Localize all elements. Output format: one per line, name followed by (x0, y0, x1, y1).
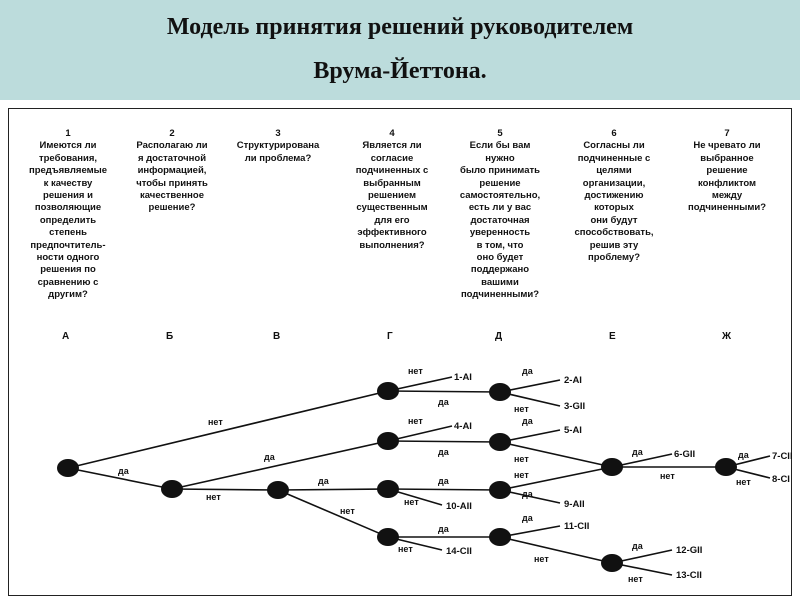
node-g4 (377, 528, 399, 546)
edge (388, 391, 500, 392)
question-number: 1 (65, 128, 71, 139)
question-line: к качеству (43, 177, 93, 189)
question-number: 6 (611, 128, 617, 139)
question-line: я достаточной (137, 152, 207, 164)
edge-label-yes: да (438, 476, 449, 486)
question-line: в том, что (476, 239, 524, 251)
question-line: способствовать, (574, 227, 654, 239)
question-line: они будут (590, 214, 638, 226)
edge-label-yes: да (738, 450, 749, 460)
edge (388, 489, 500, 490)
column-label-e: Е (609, 331, 616, 342)
outcome-1: 1-AI (454, 372, 472, 383)
edge-label-yes: да (318, 476, 329, 486)
question-line: вашими (481, 276, 519, 288)
question-line: предъявляемые (28, 165, 108, 177)
question-line: достижению (584, 190, 644, 202)
question-line: качественное (140, 190, 204, 202)
edge-label-yes: да (438, 524, 449, 534)
question-line: Располагаю ли (136, 140, 208, 152)
outcome-11: 11-CII (564, 521, 590, 532)
question-number: 4 (389, 128, 395, 139)
node-zh (715, 458, 737, 476)
question-line: существенным (356, 202, 428, 214)
node-d2 (489, 433, 511, 451)
edge (172, 489, 278, 490)
edge-label-yes: да (522, 489, 533, 499)
question-number: 2 (169, 128, 175, 139)
node-b (161, 480, 183, 498)
question-line: решение (706, 165, 748, 177)
edge-labels (118, 366, 751, 584)
edge-label-yes: да (522, 366, 533, 376)
question-line: поддержано (470, 264, 530, 276)
question-line: конфликтом (697, 177, 757, 189)
question-line: достаточная (470, 214, 530, 226)
edge-label-yes: да (438, 447, 449, 457)
question-line: оно будет (476, 252, 524, 264)
edge (500, 537, 612, 563)
edge-label-no: нет (208, 417, 223, 427)
node-d4 (489, 528, 511, 546)
edge-label-yes: да (438, 397, 449, 407)
edge-label-no: нет (534, 554, 549, 564)
node-g1 (377, 382, 399, 400)
question-line: подчиненных с (355, 165, 429, 177)
question-line: решение? (148, 202, 196, 214)
edge-label-no: нет (736, 477, 751, 487)
column-label-d: Д (495, 331, 503, 342)
edge-label-yes: да (118, 466, 129, 476)
node-g3 (377, 480, 399, 498)
edge-label-no: нет (408, 416, 423, 426)
outcome-3: 3-GII (564, 401, 586, 412)
outcome-12: 12-GII (676, 545, 703, 556)
node-d1 (489, 383, 511, 401)
edge-label-no: нет (660, 471, 675, 481)
question-line: определить (39, 214, 97, 226)
question-line: выбранное (700, 152, 754, 164)
edge-label-no: нет (340, 506, 355, 516)
question-line: между (711, 190, 743, 202)
edge (278, 490, 388, 537)
column-label-g: Г (387, 331, 393, 342)
question-line: уверенность (469, 227, 531, 239)
column-label-zh: Ж (722, 331, 732, 342)
node-v (267, 481, 289, 499)
outcome-9: 9-AII (564, 499, 585, 510)
question-line: выбранным (363, 177, 421, 189)
outcome-14: 14-CII (446, 546, 472, 557)
question-line: другим? (48, 289, 88, 301)
outcome-2: 2-AI (564, 375, 582, 386)
question-line: Не чревато ли (693, 140, 761, 152)
edge (68, 391, 388, 468)
outcome-8: 8-CI (772, 474, 790, 485)
edge (388, 441, 500, 442)
question-line: решения и (43, 190, 93, 202)
question-line: Структурирована (236, 140, 320, 152)
question-line: Согласны ли (583, 140, 645, 152)
column-label-v: В (273, 331, 281, 342)
question-line: подчиненными? (687, 202, 767, 214)
outcome-5: 5-AI (564, 425, 582, 436)
question-line: эффективного (357, 227, 427, 239)
edge-label-yes: да (632, 541, 643, 551)
question-line: решения по (40, 264, 96, 276)
node-g2 (377, 432, 399, 450)
edge-label-no: нет (514, 404, 529, 414)
edge-label-no: нет (514, 470, 529, 480)
outcome-4: 4-AI (454, 421, 472, 432)
question-line: было принимать (460, 165, 540, 177)
node-e1 (601, 458, 623, 476)
node-e2 (601, 554, 623, 572)
question-line: подчиненными? (460, 289, 540, 301)
edge-label-yes: да (632, 447, 643, 457)
title-line-1: Модель принятия решений руководителем (166, 14, 634, 40)
question-line: информацией, чтобы принять (136, 165, 208, 189)
question-line: решение (479, 177, 521, 189)
edge-label-no: нет (398, 544, 413, 554)
edge-label-yes: да (522, 416, 533, 426)
column-label-b: Б (166, 331, 174, 342)
outcome-7: 7-CII (772, 451, 793, 462)
edge (278, 489, 388, 490)
question-line: нужно (485, 152, 515, 164)
question-line: подчиненные с (577, 152, 651, 164)
question-line: ли проблема? (244, 152, 312, 164)
question-line: согласие (370, 152, 414, 164)
question-line: решив эту (589, 239, 639, 251)
question-line: ности одного (36, 252, 100, 264)
outcome-10: 10-AII (446, 501, 472, 512)
outcome-13: 13-CII (676, 570, 702, 581)
question-line: предпочтитель- (30, 239, 106, 251)
node-root (57, 459, 79, 477)
question-line: Если бы вам (469, 140, 531, 152)
question-line: целями (596, 165, 632, 177)
edge-label-no: нет (628, 574, 643, 584)
edge-label-no: нет (404, 497, 419, 507)
question-number: 5 (497, 128, 503, 139)
question-line: Имеются ли (39, 140, 97, 152)
question-line: проблему? (587, 252, 641, 264)
question-number: 7 (724, 128, 730, 139)
edge-label-yes: да (522, 513, 533, 523)
question-number: 3 (275, 128, 281, 139)
column-label-a: А (62, 331, 70, 342)
question-line: есть ли у вас (468, 202, 532, 214)
question-line: самостоятельно, (459, 190, 541, 202)
question-line: организации, (582, 177, 646, 189)
edge-label-yes: да (264, 452, 275, 462)
question-line: сравнению с (37, 276, 99, 288)
question-line: выполнения? (359, 239, 425, 251)
question-line: требования, (38, 152, 98, 164)
outcome-6: 6-GII (674, 449, 696, 460)
question-line: Является ли (362, 140, 422, 152)
edge-label-no: нет (206, 492, 221, 502)
question-line: позволяющие (34, 202, 102, 214)
question-line: решением (367, 190, 417, 202)
edge-label-no: нет (514, 454, 529, 464)
node-d3 (489, 481, 511, 499)
question-line: для его (374, 214, 410, 226)
title-line-2: Врума-Йеттона. (313, 58, 487, 84)
edge-label-no: нет (408, 366, 423, 376)
question-line: которых (594, 202, 634, 214)
question-line: степень (49, 227, 87, 239)
